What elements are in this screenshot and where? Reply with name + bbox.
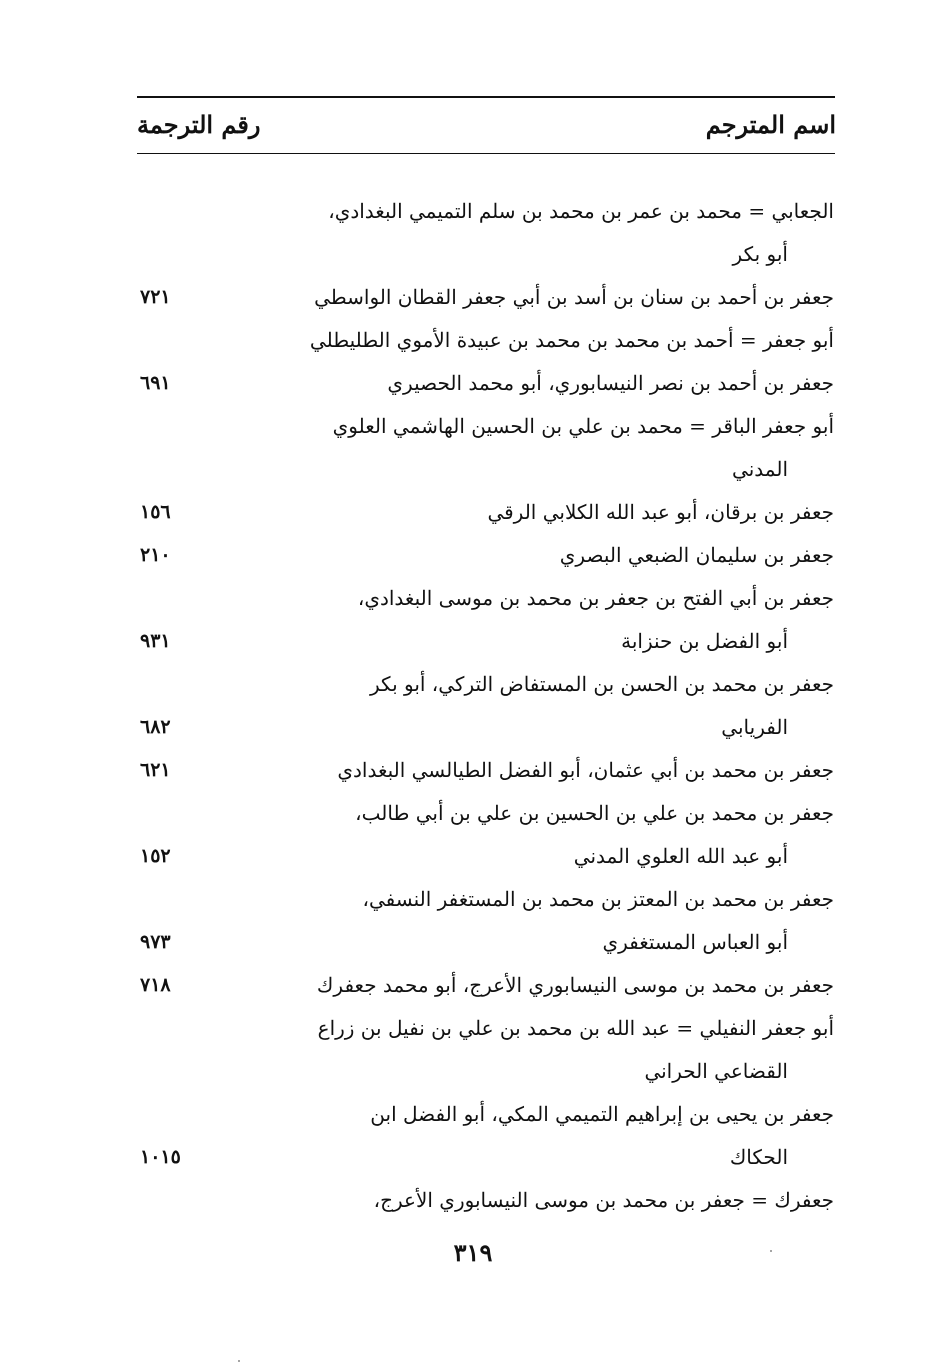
- entry-line: جعفر بن أبي الفتح بن جعفر بن محمد بن موسى البغدادي،: [357, 586, 834, 610]
- entry-number: ٦٨٢: [140, 716, 171, 738]
- entry-line: جعفر بن أحمد بن نصر النيسابوري، أبو محمد الحصيري: [387, 371, 834, 395]
- entry-line: أبو جعفر = أحمد بن محمد بن محمد بن عبيدة الأموي الطليطلي: [309, 328, 834, 352]
- entry-line: جعفر بن محمد بن المعتز بن محمد بن المستغفر النسفي،: [362, 887, 834, 911]
- entry-number: ٢١٠: [140, 544, 171, 566]
- page-number: ٣١٩: [453, 1238, 493, 1267]
- entry-number: ٧١٨: [140, 974, 171, 996]
- entry-number: ١٥٦: [140, 501, 171, 523]
- entry-line: جعفر بن محمد بن الحسن بن المستفاض التركي، أبو بكر: [369, 672, 834, 696]
- entry-line: جعفر بن يحيى بن إبراهيم التميمي المكي، أبو الفضل ابن: [370, 1102, 834, 1126]
- entry-continuation-line: القضاعي الحراني: [644, 1059, 788, 1083]
- entry-continuation-line: أبو عبد الله العلوي المدني: [573, 844, 788, 868]
- entry-continuation-line: أبو العباس المستغفري: [602, 930, 788, 954]
- entry-number: ١٠١٥: [140, 1146, 181, 1168]
- header-name-column: اسم المترجم: [705, 110, 836, 139]
- entry-number: ٩٣١: [140, 630, 171, 652]
- entry-number: ٩٧٣: [140, 931, 171, 953]
- paper-speck: [770, 1250, 772, 1252]
- header-number-column: رقم الترجمة: [137, 110, 261, 139]
- entry-line: جعفر بن سليمان الضبعي البصري: [559, 543, 834, 567]
- entry-line: جعفر بن أحمد بن سنان بن أسد بن أبي جعفر القطان الواسطي: [314, 285, 834, 309]
- entry-line: الجعابي = محمد بن عمر بن محمد بن سلم التميمي البغدادي،: [328, 199, 834, 223]
- entry-line: جعفر بن محمد بن أبي عثمان، أبو الفضل الطيالسي البغدادي: [337, 758, 834, 782]
- entry-continuation-line: المدني: [732, 457, 788, 481]
- entry-number: ١٥٢: [140, 845, 171, 867]
- entry-continuation-line: أبو الفضل بن حنزابة: [621, 629, 788, 653]
- entry-continuation-line: الحكاك: [729, 1145, 788, 1169]
- entry-number: ٦٩١: [140, 372, 171, 394]
- entry-number: ٧٢١: [140, 286, 171, 308]
- entry-line: جعفر بن محمد بن موسى النيسابوري الأعرج، أبو محمد جعفرك: [316, 973, 834, 997]
- entry-line: أبو جعفر النفيلي = عبد الله بن محمد بن علي بن نفيل بن زراع: [317, 1016, 834, 1040]
- header-rule: [137, 153, 835, 154]
- entry-line: جعفرك = جعفر بن محمد بن موسى النيسابوري الأعرج،: [373, 1188, 834, 1212]
- top-rule: [137, 96, 835, 98]
- entry-line: جعفر بن برقان، أبو عبد الله الكلابي الرقي: [487, 500, 834, 524]
- entry-number: ٦٢١: [140, 759, 171, 781]
- paper-speck: [238, 1360, 240, 1362]
- entry-continuation-line: أبو بكر: [732, 242, 788, 266]
- entry-line: أبو جعفر الباقر = محمد بن علي بن الحسين الهاشمي العلوي: [332, 414, 834, 438]
- entry-line: جعفر بن محمد بن علي بن الحسين بن علي بن أبي طالب،: [355, 801, 834, 825]
- entry-continuation-line: الفريابي: [721, 715, 788, 739]
